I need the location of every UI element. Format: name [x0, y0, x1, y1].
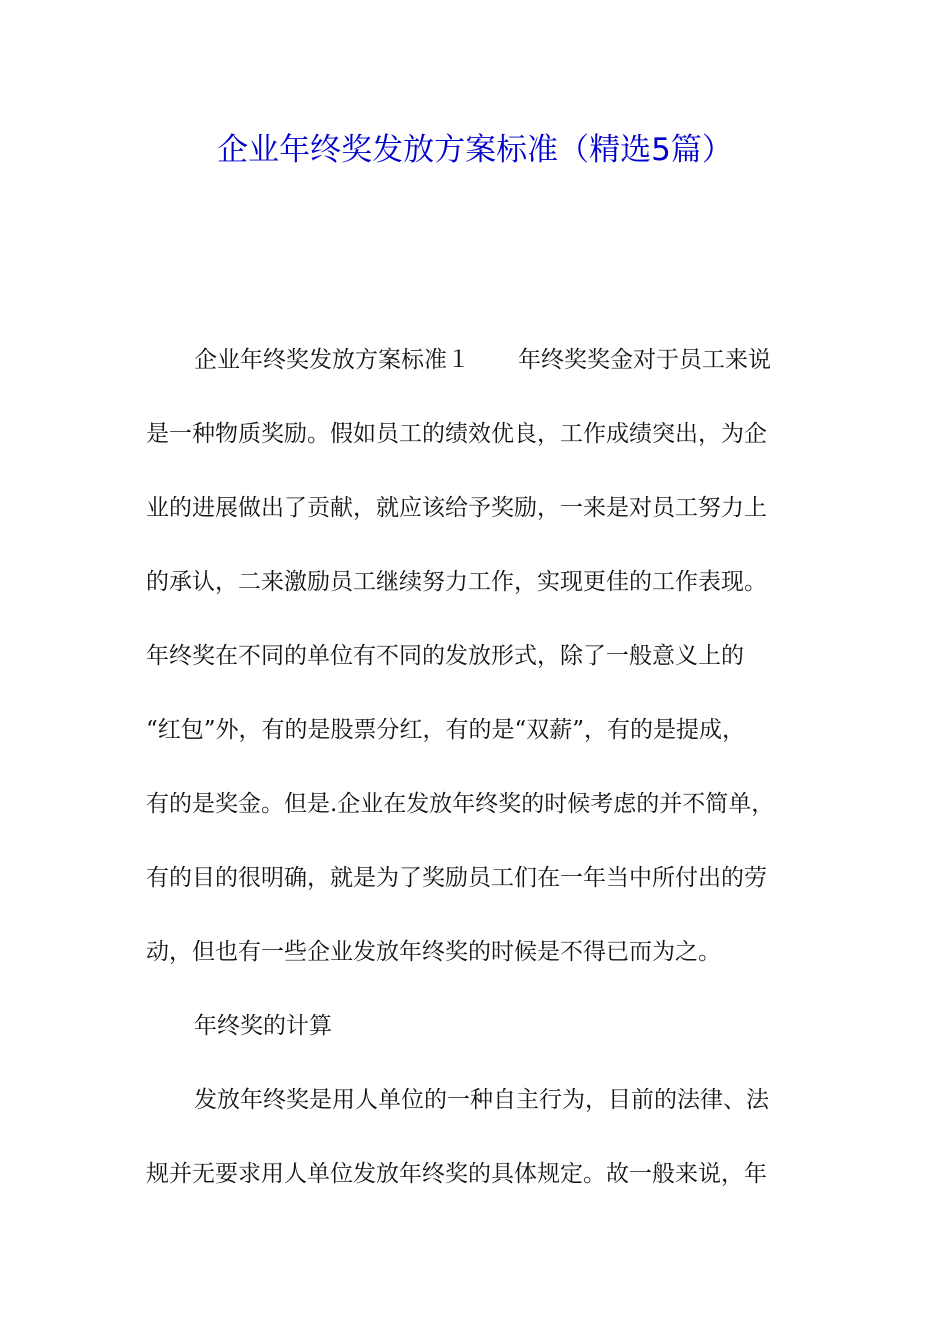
- paragraph-line: “红包”外，有的是股票分红，有的是“双薪”，有的是提成，: [146, 717, 746, 743]
- paragraph-line: 年终奖在不同的单位有不同的发放形式，除了一般意义上的: [146, 643, 744, 669]
- paragraph-line: 动，但也有一些企业发放年终奖的时候是不得已而为之。: [146, 939, 721, 965]
- paragraph-line: 业的进展做出了贡献，就应该给予奖励，一来是对员工努力上: [146, 495, 767, 521]
- paragraph-line: 有的目的很明确，就是为了奖励员工们在一年当中所付出的劳: [146, 865, 767, 891]
- document-title: 企业年终奖发放方案标准（精选5篇）: [217, 132, 733, 168]
- paragraph-line: 发放年终奖是用人单位的一种自主行为，目前的法律、法: [194, 1087, 769, 1113]
- paragraph-line: 有的是奖金。但是.企业在发放年终奖的时候考虑的并不简单，: [146, 791, 775, 817]
- document-body: [146, 340, 816, 1228]
- section-heading-1: 企业年终奖发放方案标准１: [194, 347, 470, 373]
- paragraph-line: 规并无要求用人单位发放年终奖的具体规定。故一般来说，年: [146, 1161, 767, 1187]
- paragraph-line: 的承认，二来激励员工继续努力工作，实现更佳的工作表现。: [146, 569, 767, 595]
- paragraph-line: 是一种物质奖励。假如员工的绩效优良，工作成绩突出，为企: [146, 421, 767, 447]
- section-heading-calculation: 年终奖的计算: [194, 1013, 332, 1039]
- paragraph-text: 年终奖奖金对于员工来说: [518, 347, 771, 373]
- paragraph-first-line: [146, 340, 816, 414]
